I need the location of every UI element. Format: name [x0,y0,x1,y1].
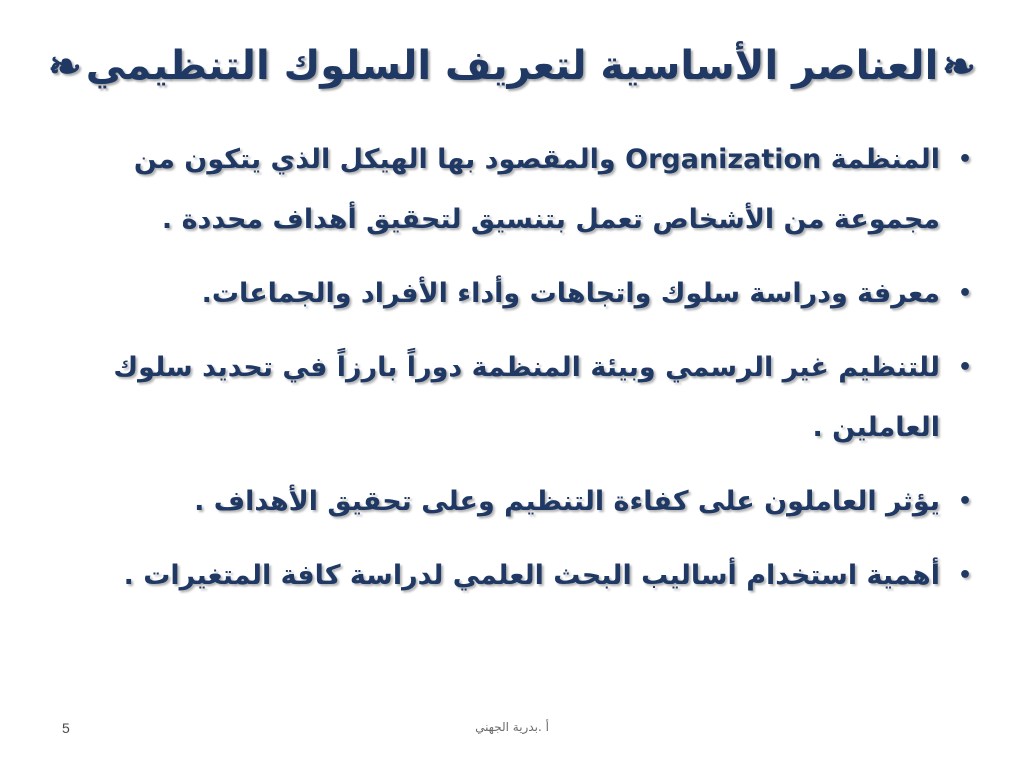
author-name: أ .بدرية الجهني [475,720,549,734]
slide-title-row [48,26,976,106]
bullet-dot-icon: • [957,147,972,172]
title-ornament-left-icon: ❧ [48,42,82,90]
bullet-text: أهمية استخدام أساليب البحث العلمي لدراسة كافة المتغيرات . [123,560,940,591]
slide-footer [0,720,1024,740]
bullet-text: معرفة ودراسة سلوك واتجاهات وأداء الأفراد والجماعات. [201,278,940,309]
title-ornament-right-icon: ❧ [942,42,976,90]
bullet-dot-icon: • [957,281,972,306]
bullet-text-part: المنظمة [821,144,940,175]
bullet-dot-icon: • [957,563,972,588]
bullet-list [70,130,974,620]
bullet-item-workers-influence [70,472,974,532]
bullet-text: للتنظيم غير الرسمي وبيئة المنظمة دوراً بارزاً في تحديد سلوك العاملين . [113,352,940,443]
page-number: 5 [62,720,70,736]
bullet-dot-icon: • [957,489,972,514]
bullet-latin-term: Organization [625,144,822,175]
bullet-text-part: والمقصود بها الهيكل الذي يتكون من مجموعة من الأشخاص تعمل بتنسيق لتحقيق أهداف محددة . [133,144,940,235]
bullet-item-research-methods [70,546,974,606]
slide-title: العناصر الأساسية لتعريف السلوك التنظيمي [85,43,939,89]
bullet-dot-icon: • [957,355,972,380]
bullet-item-informal-organization [70,338,974,458]
bullet-item-behavior-study [70,264,974,324]
bullet-text: يؤثر العاملون على كفاءة التنظيم وعلى تحقيق الأهداف . [194,486,940,517]
bullet-item-organization [70,130,974,250]
